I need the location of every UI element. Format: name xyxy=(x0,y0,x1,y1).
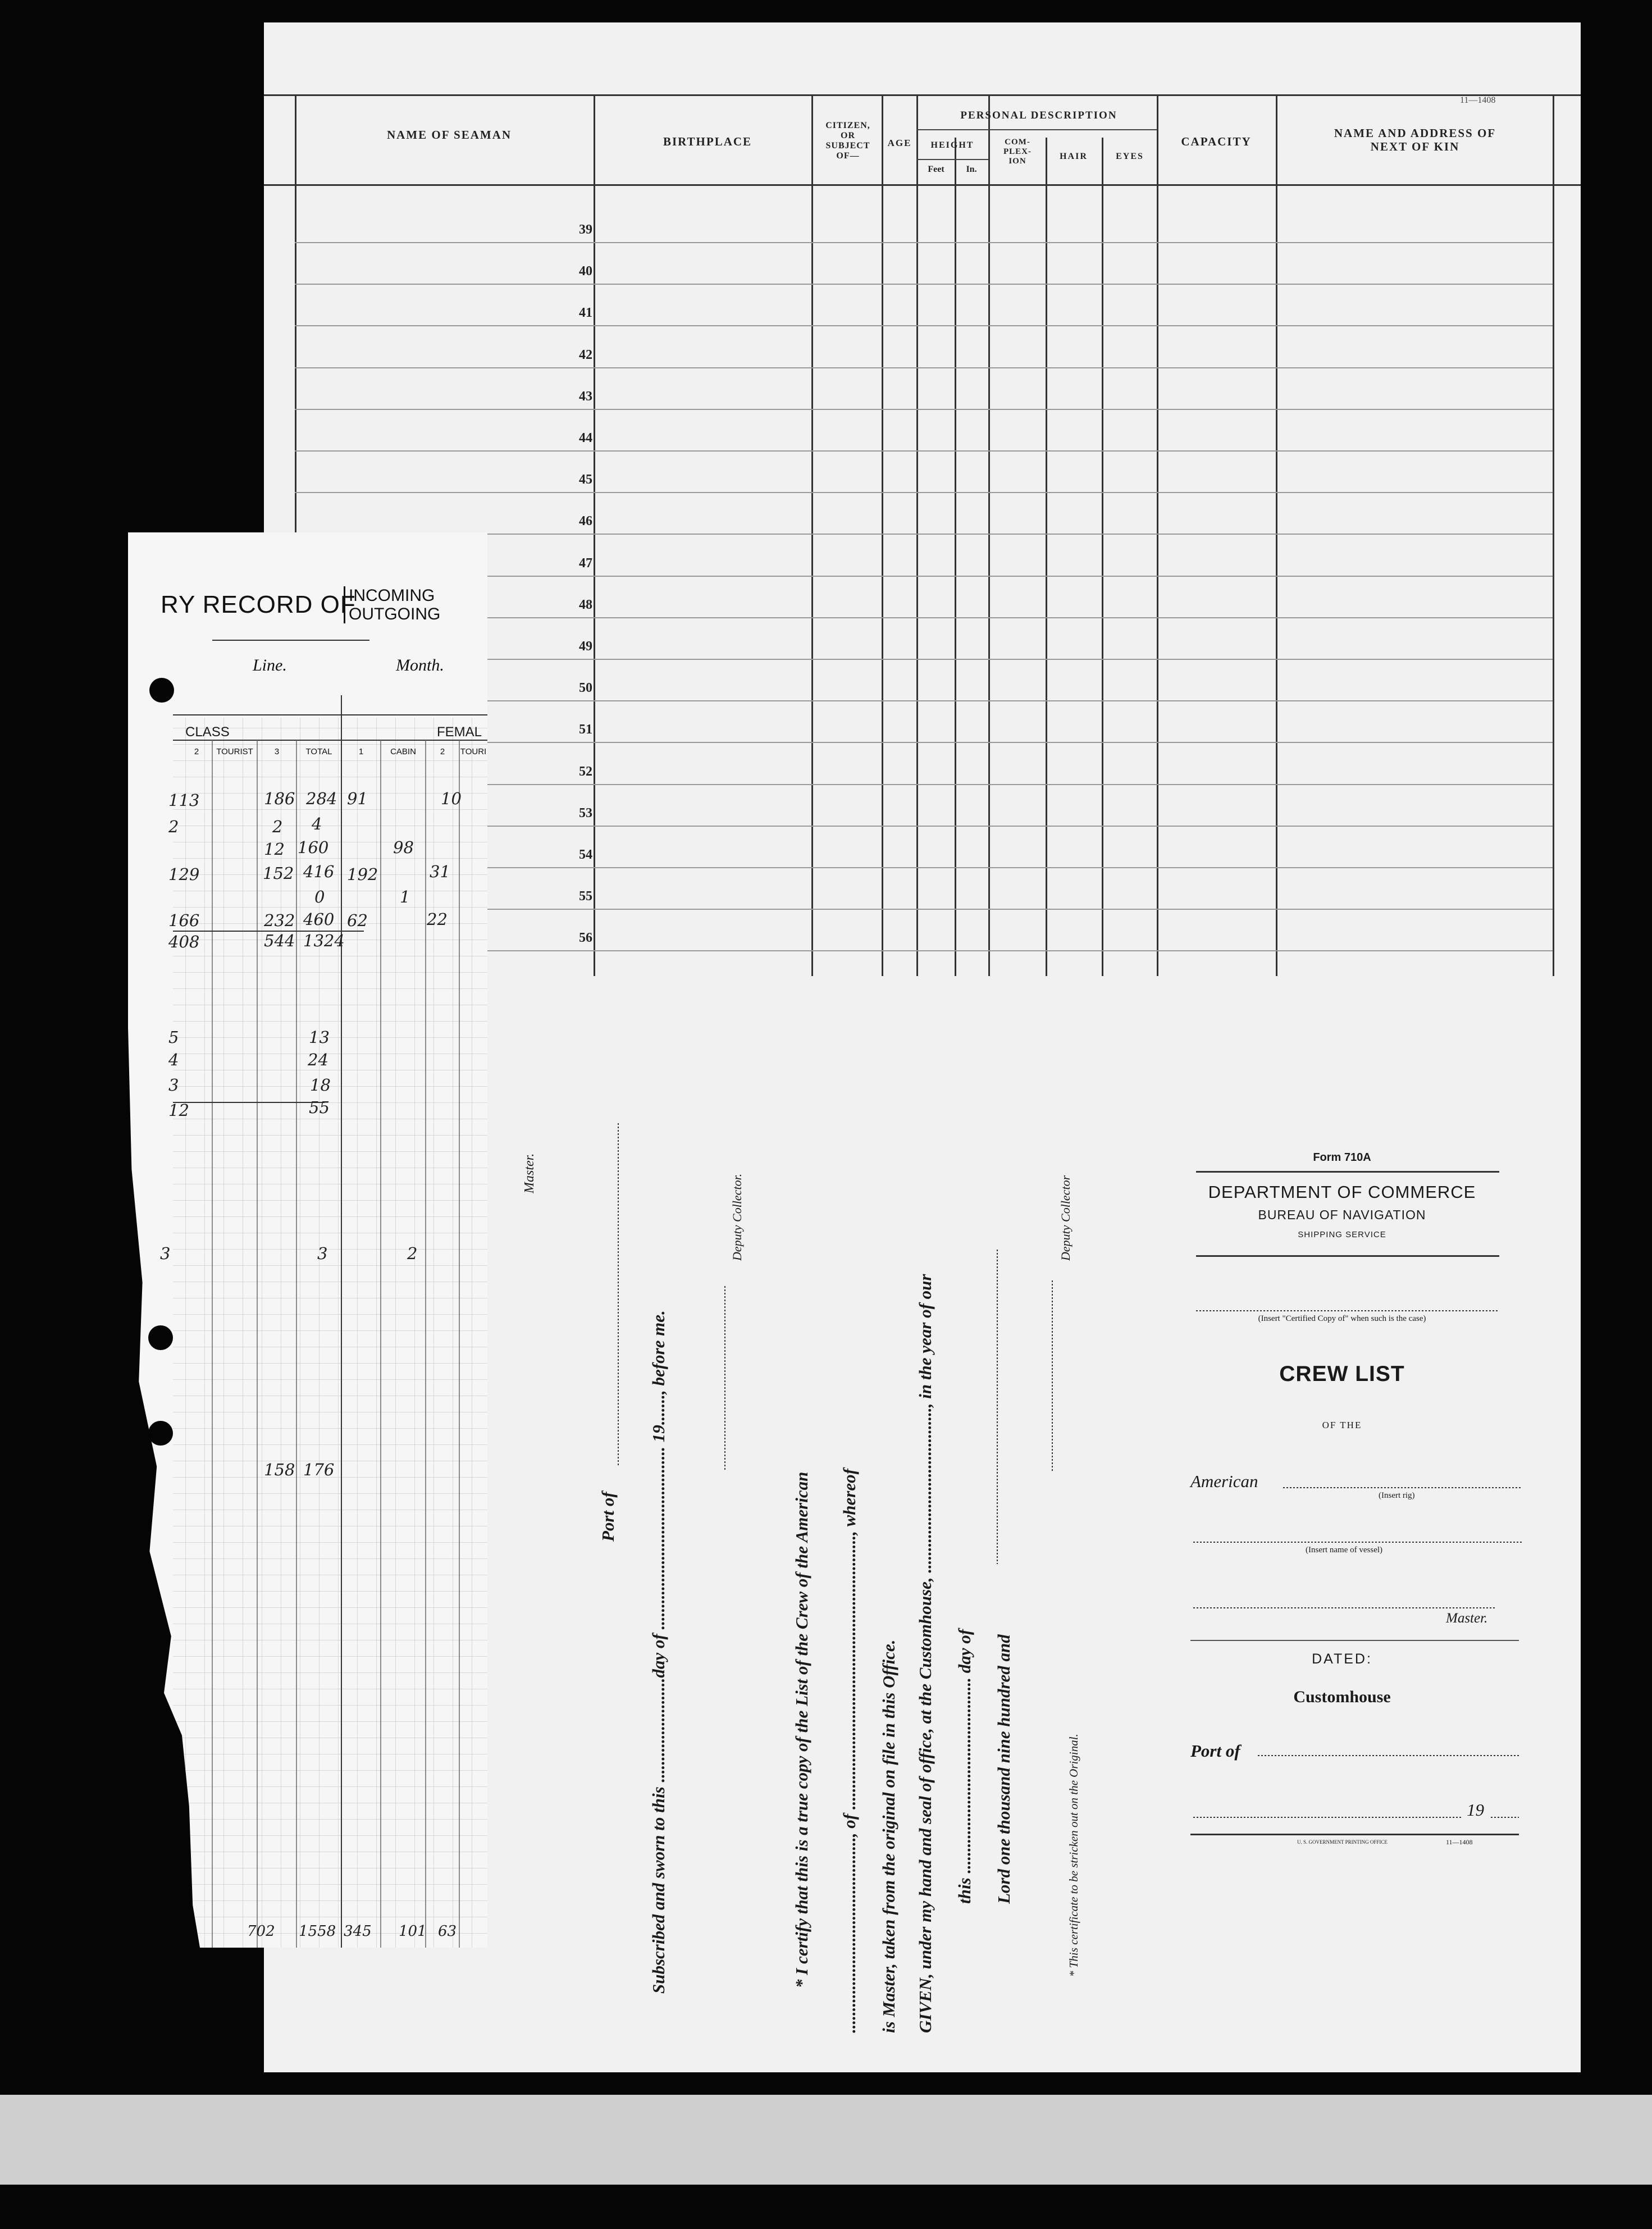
ledger-entry: 160 xyxy=(298,838,329,857)
ledger-entry: 22 xyxy=(427,910,448,929)
row-number: 46 xyxy=(579,514,592,529)
col-citizen xyxy=(814,121,882,161)
ledger-entry: 13 xyxy=(309,1028,330,1047)
col-complexion-line: ION xyxy=(1008,157,1026,166)
form-rule xyxy=(1196,1255,1499,1257)
col-line xyxy=(1157,94,1158,976)
ledger-entry: 186 xyxy=(264,789,295,808)
form-rule xyxy=(1196,1171,1499,1173)
form-dotted-line xyxy=(1258,1755,1519,1756)
row-number: 49 xyxy=(579,639,592,654)
form-code-top: 11—1408 xyxy=(1460,95,1496,105)
ledger-entry: 4 xyxy=(312,814,322,833)
col-personal-description: PERSONAL DESCRIPTION xyxy=(960,110,1117,121)
ledger-outgoing: OUTGOING xyxy=(349,605,441,623)
ledger-entry: 345 xyxy=(344,1923,372,1940)
header-bottom-rule xyxy=(264,184,1581,186)
form-dotted-line xyxy=(1193,1817,1463,1818)
col-line xyxy=(1553,94,1554,976)
cert-dotted-line xyxy=(724,1286,725,1471)
ledger-entry: 12 xyxy=(264,840,285,859)
row-line xyxy=(295,409,1553,410)
row-number: 43 xyxy=(579,389,592,404)
col-line xyxy=(988,94,990,976)
ledger-entry: 166 xyxy=(168,911,200,930)
ledger-entry: 1558 xyxy=(299,1923,336,1940)
ledger-entry: 24 xyxy=(308,1050,328,1069)
col-line xyxy=(811,94,813,976)
cert-subscribed: Subscribed and sworn to this ........................day of .......................................... 19......., before me. xyxy=(649,1310,668,1994)
form-code: 11—1408 xyxy=(1446,1838,1473,1846)
row-line xyxy=(295,242,1553,243)
ledger-entry: 3 xyxy=(168,1075,179,1095)
ledger-entry: 4 xyxy=(168,1050,179,1069)
ledger-entry: 1 xyxy=(400,887,410,906)
ledger-entry: 192 xyxy=(347,865,378,884)
ledger-col-header: 3 xyxy=(274,747,280,756)
ledger-col-header: 2 xyxy=(440,747,445,756)
row-number: 42 xyxy=(579,347,592,362)
ledger-entry: 702 xyxy=(247,1923,275,1940)
ledger-entry: 62 xyxy=(347,911,368,930)
ledger-entry: 158 xyxy=(264,1460,295,1479)
cert-footnote: * This certificate to be stricken out on the Original. xyxy=(1067,1734,1080,1977)
ledger-entry: 544 xyxy=(264,931,295,950)
form-insert-cert: (Insert "Certified Copy of" when such is the case) xyxy=(1258,1314,1426,1323)
row-number: 53 xyxy=(579,805,592,821)
ledger-entry: 1324 xyxy=(303,931,345,950)
row-number: 52 xyxy=(579,764,592,779)
col-age: AGE xyxy=(887,138,912,148)
ledger-col-header: 1 xyxy=(358,747,364,756)
ledger-entry: 91 xyxy=(347,789,368,808)
ledger-entry: 0 xyxy=(314,887,325,906)
form-port-of: Port of xyxy=(1190,1741,1240,1761)
ledger-grid xyxy=(128,532,487,1948)
col-inches: In. xyxy=(966,165,977,174)
form-of-the: OF THE xyxy=(1322,1420,1362,1430)
col-citizen-line: OR xyxy=(841,131,855,140)
punch-hole xyxy=(149,678,174,703)
ledger-entry: 5 xyxy=(168,1028,179,1047)
col-line xyxy=(1102,138,1103,976)
form-year: 19 xyxy=(1467,1800,1484,1820)
header-top-rule xyxy=(264,94,1581,96)
ledger-female-label: FEMAL xyxy=(437,724,482,740)
cert-deputy-collector-1: Deputy Collector. xyxy=(730,1173,744,1261)
cert-port-of: Port of xyxy=(598,1492,618,1542)
form-insert-vessel: (Insert name of vessel) xyxy=(1306,1546,1383,1555)
ledger-entry: 101 xyxy=(399,1923,427,1940)
ledger-month-label: Month. xyxy=(396,656,444,674)
form-insert-rig: (Insert rig) xyxy=(1379,1491,1415,1500)
ledger-entry: 152 xyxy=(263,864,294,883)
form-rule xyxy=(1190,1640,1519,1641)
col-birthplace: BIRTHPLACE xyxy=(663,135,752,148)
cert-certify-3: is Master, taken from the original on file in this Office. xyxy=(879,1639,898,2033)
col-height: HEIGHT xyxy=(930,140,974,150)
ledger-entry: 176 xyxy=(303,1460,335,1479)
scan-edge-strip xyxy=(0,2095,1652,2185)
row-number: 54 xyxy=(579,847,592,862)
row-number: 48 xyxy=(579,597,592,612)
row-line xyxy=(295,367,1553,368)
ledger-sheet xyxy=(128,532,487,1948)
form-customhouse: Customhouse xyxy=(1293,1688,1391,1706)
form-rule xyxy=(1190,1834,1519,1835)
ledger-incoming: INCOMING xyxy=(349,586,435,605)
ledger-entry: 416 xyxy=(303,862,335,881)
col-line xyxy=(1046,138,1047,976)
col-name-of-seaman: NAME OF SEAMAN xyxy=(386,128,512,142)
form-service: SHIPPING SERVICE xyxy=(1298,1230,1386,1239)
punch-hole xyxy=(148,1325,173,1350)
cert-dotted-line xyxy=(997,1250,998,1564)
cert-certify-4: GIVEN, under my hand and seal of office, at the Customhouse, ......................................, in the year of our xyxy=(915,1274,935,2033)
row-number: 56 xyxy=(579,931,592,946)
cert-dotted-line xyxy=(1052,1280,1053,1471)
ledger-title: RY RECORD OF xyxy=(161,591,356,618)
row-number: 44 xyxy=(579,431,592,445)
ledger-entry: 113 xyxy=(168,791,200,810)
row-number: 39 xyxy=(579,222,592,237)
form-printing-office: U. S. GOVERNMENT PRINTING OFFICE xyxy=(1297,1839,1388,1845)
col-hair: HAIR xyxy=(1060,152,1088,161)
header-sub-rule xyxy=(916,159,988,160)
row-number: 41 xyxy=(579,306,592,321)
cert-certify-1: * I certify that this is a true copy of the List of the Crew of the American xyxy=(792,1471,811,1988)
ledger-incoming-outgoing xyxy=(344,586,440,623)
row-number: 50 xyxy=(579,681,592,696)
ledger-col-header: TOTAL xyxy=(305,747,332,756)
cert-certify-6: Lord one thousand nine hundred and xyxy=(994,1634,1014,1904)
ledger-entry: 98 xyxy=(393,838,414,857)
ledger-entry: 3 xyxy=(317,1244,328,1263)
col-eyes: EYES xyxy=(1116,152,1144,161)
col-capacity: CAPACITY xyxy=(1181,135,1252,148)
ledger-entry: 408 xyxy=(168,932,200,951)
ledger-entry: 10 xyxy=(441,789,462,808)
ledger-col-header: TOURI xyxy=(460,747,487,756)
form-crew-list: CREW LIST xyxy=(1279,1362,1405,1386)
ledger-entry: 2 xyxy=(168,817,179,836)
form-bureau: BUREAU OF NAVIGATION xyxy=(1258,1207,1426,1222)
row-number: 45 xyxy=(579,472,592,487)
col-complexion xyxy=(989,138,1046,166)
row-line xyxy=(295,325,1553,326)
form-dept: DEPARTMENT OF COMMERCE xyxy=(1208,1182,1476,1202)
col-next-of-kin xyxy=(1286,126,1544,153)
col-line xyxy=(916,94,918,976)
col-citizen-line: CITIZEN, xyxy=(825,121,870,130)
cert-certify-5: this ............................................. day of xyxy=(955,1629,974,1904)
row-number: 40 xyxy=(579,264,592,279)
ledger-entry: 2 xyxy=(407,1244,418,1263)
row-line xyxy=(295,284,1553,285)
ledger-col-header: CABIN xyxy=(390,747,416,756)
row-number: 47 xyxy=(579,555,592,571)
form-master: Master. xyxy=(1446,1611,1488,1626)
cert-dotted-line xyxy=(618,1123,619,1466)
form-number: Form 710A xyxy=(1313,1151,1371,1164)
ledger-line-label: Line. xyxy=(253,656,287,674)
cert-deputy-collector-2: Deputy Collector xyxy=(1058,1175,1073,1261)
form-dated: DATED: xyxy=(1312,1651,1372,1667)
ledger-entry: 12 xyxy=(168,1101,189,1120)
col-line xyxy=(594,94,595,976)
form-dotted-line xyxy=(1193,1542,1522,1543)
ledger-col-header: TOURIST xyxy=(216,747,253,756)
col-next-of-kin-line: NEXT OF KIN xyxy=(1370,140,1460,153)
ledger-entry: 3 xyxy=(160,1244,171,1263)
ledger-entry: 55 xyxy=(309,1098,330,1117)
form-dotted-line xyxy=(1196,1310,1499,1311)
row-line xyxy=(295,492,1553,493)
cert-master: Master. xyxy=(522,1153,537,1193)
col-citizen-line: SUBJECT xyxy=(825,141,870,151)
header-sub-rule xyxy=(916,129,1157,130)
col-line xyxy=(882,94,883,976)
ledger-class-label: CLASS xyxy=(185,724,230,740)
col-complexion-line: PLEX- xyxy=(1003,147,1032,156)
ledger-entry: 460 xyxy=(303,910,335,929)
col-line xyxy=(1276,94,1277,976)
ledger-entry: 63 xyxy=(438,1923,457,1940)
row-line xyxy=(295,450,1553,452)
ledger-entry: 232 xyxy=(264,911,295,930)
ledger-entry: 129 xyxy=(168,865,200,884)
form-dotted-line xyxy=(1491,1817,1519,1818)
col-line xyxy=(955,138,956,976)
row-number: 55 xyxy=(579,889,592,904)
ledger-col-header: 2 xyxy=(194,747,199,756)
ledger-entry: 31 xyxy=(430,862,450,881)
col-feet: Feet xyxy=(928,165,944,174)
col-next-of-kin-line: NAME AND ADDRESS OF xyxy=(1334,126,1496,140)
ledger-entry: 18 xyxy=(310,1075,331,1095)
form-dotted-line xyxy=(1193,1607,1496,1608)
col-citizen-line: OF— xyxy=(836,151,860,161)
form-american: American xyxy=(1190,1471,1258,1491)
ledger-entry: 2 xyxy=(272,817,283,836)
row-number: 51 xyxy=(579,722,592,737)
punch-hole xyxy=(148,1421,173,1446)
col-complexion-line: COM- xyxy=(1005,138,1030,147)
form-dotted-line xyxy=(1283,1487,1522,1488)
cert-certify-2: ............................................., of ..............................................................., whereof xyxy=(839,1469,859,2033)
ledger-entry: 284 xyxy=(306,789,337,808)
